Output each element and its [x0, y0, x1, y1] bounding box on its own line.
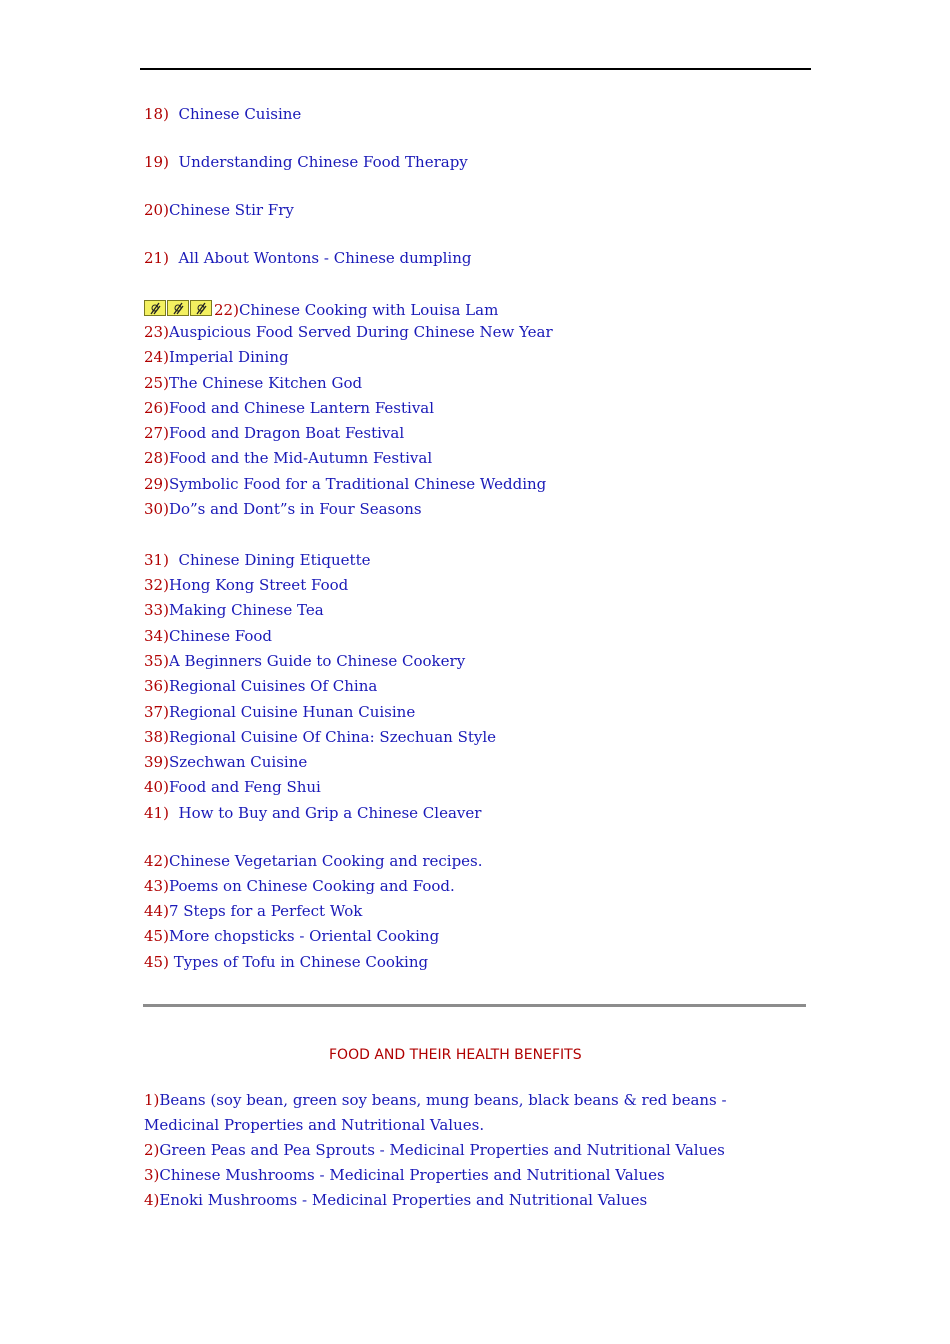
toc-item-link[interactable]: Regional Cuisine Of China: Szechuan Style	[168, 728, 497, 746]
toc-item-number: 29)	[144, 475, 169, 493]
toc-item	[144, 201, 294, 219]
toc-item	[144, 551, 370, 569]
toc-item	[144, 475, 546, 493]
chopsticks-icon	[144, 300, 166, 316]
toc-item-number: 35)	[144, 652, 169, 670]
toc-item-number: 36)	[144, 677, 169, 695]
toc-item-link[interactable]: A Beginners Guide to Chinese Cookery	[168, 652, 466, 670]
toc-item-number: 21)	[144, 249, 169, 267]
toc-item-link[interactable]: Do”s and Dont”s in Four Seasons	[168, 500, 422, 518]
top-divider	[140, 68, 811, 70]
toc-item	[144, 677, 377, 695]
toc-item	[144, 877, 455, 895]
health-item-number: 4)	[144, 1191, 160, 1209]
chopsticks-icon	[190, 300, 212, 316]
toc-item-number: 30)	[144, 500, 169, 518]
toc-item	[144, 153, 468, 171]
toc-item-number: 41)	[144, 804, 169, 822]
toc-item	[144, 348, 289, 366]
toc-item	[144, 105, 301, 123]
toc-item-link[interactable]: 7 Steps for a Perfect Wok	[168, 902, 363, 920]
toc-item	[144, 500, 422, 518]
chopsticks-icon	[167, 300, 189, 316]
toc-item	[144, 927, 439, 945]
toc-item-link[interactable]: More chopsticks - Oriental Cooking	[168, 927, 440, 945]
toc-item-link[interactable]: Chinese Cuisine	[178, 105, 302, 123]
toc-item-link[interactable]: Food and Feng Shui	[168, 778, 321, 796]
toc-item-number: 37)	[144, 703, 169, 721]
toc-item-link[interactable]: How to Buy and Grip a Chinese Cleaver	[178, 804, 482, 822]
toc-item-link[interactable]: Auspicious Food Served During Chinese New Year	[168, 323, 553, 341]
toc-item	[144, 652, 465, 670]
toc-item-number: 31)	[144, 551, 169, 569]
toc-item	[144, 703, 415, 721]
toc-item-link[interactable]: Chinese Food	[168, 627, 273, 645]
toc-item	[144, 601, 324, 619]
toc-item-number: 23)	[144, 323, 169, 341]
toc-item-number: 22)	[214, 301, 239, 319]
toc-item	[144, 852, 483, 870]
toc-item	[144, 804, 481, 822]
toc-item-link[interactable]: Food and Dragon Boat Festival	[168, 424, 405, 442]
toc-item-link[interactable]: The Chinese Kitchen God	[168, 374, 363, 392]
toc-item-link[interactable]: Types of Tofu in Chinese Cooking	[173, 953, 429, 971]
health-item	[144, 1163, 665, 1188]
toc-item-link[interactable]: Food and Chinese Lantern Festival	[168, 399, 435, 417]
toc-item	[144, 576, 348, 594]
toc-item-number: 39)	[144, 753, 169, 771]
toc-item	[144, 399, 434, 417]
toc-item-number: 20)	[144, 201, 169, 219]
toc-item	[144, 627, 272, 645]
toc-item	[144, 778, 321, 796]
toc-item-number: 45)	[144, 953, 169, 971]
toc-item-link[interactable]: Chinese Dining Etiquette	[178, 551, 371, 569]
toc-item-number: 28)	[144, 449, 169, 467]
toc-item-link[interactable]: Poems on Chinese Cooking and Food.	[168, 877, 455, 895]
toc-item-number: 44)	[144, 902, 169, 920]
health-item-link[interactable]: Chinese Mushrooms - Medicinal Properties and Nutritional Values	[159, 1166, 665, 1184]
toc-item	[144, 424, 404, 442]
toc-item	[144, 323, 553, 341]
section-divider	[143, 1004, 806, 1007]
health-item-link[interactable]: Green Peas and Pea Sprouts - Medicinal Properties and Nutritional Values	[159, 1141, 725, 1159]
toc-item-number: 26)	[144, 399, 169, 417]
toc-item-number: 40)	[144, 778, 169, 796]
toc-item	[144, 902, 362, 920]
toc-item-number: 33)	[144, 601, 169, 619]
toc-item	[144, 374, 362, 392]
toc-item-number: 19)	[144, 153, 169, 171]
toc-item-link[interactable]: Chinese Cooking with Louisa Lam	[238, 301, 499, 319]
toc-item-number: 34)	[144, 627, 169, 645]
toc-item	[144, 449, 432, 467]
toc-item-link[interactable]: Regional Cuisines Of China	[168, 677, 378, 695]
toc-item	[144, 249, 472, 267]
toc-item	[144, 953, 428, 971]
toc-item-link[interactable]: Chinese Vegetarian Cooking and recipes.	[168, 852, 483, 870]
health-section-title: FOOD AND THEIR HEALTH BENEFITS	[329, 1047, 582, 1063]
toc-item-number: 18)	[144, 105, 169, 123]
toc-item-link[interactable]: Imperial Dining	[168, 348, 289, 366]
icon-strip	[144, 300, 213, 320]
health-item	[144, 1088, 804, 1138]
toc-item-link[interactable]: Chinese Stir Fry	[168, 201, 294, 219]
toc-item-link[interactable]: Regional Cuisine Hunan Cuisine	[168, 703, 416, 721]
toc-item-link[interactable]: Hong Kong Street Food	[168, 576, 349, 594]
toc-item-link[interactable]: Understanding Chinese Food Therapy	[178, 153, 468, 171]
toc-item-link[interactable]: Szechwan Cuisine	[168, 753, 308, 771]
health-item-link[interactable]: Enoki Mushrooms - Medicinal Properties and Nutritional Values	[159, 1191, 648, 1209]
toc-item	[144, 300, 498, 320]
toc-item-number: 42)	[144, 852, 169, 870]
health-item-number: 3)	[144, 1166, 160, 1184]
toc-item-number: 24)	[144, 348, 169, 366]
toc-item-link[interactable]: Food and the Mid-Autumn Festival	[168, 449, 433, 467]
health-item	[144, 1188, 647, 1213]
toc-item-link[interactable]: Symbolic Food for a Traditional Chinese Wedding	[168, 475, 547, 493]
toc-item-link[interactable]: All About Wontons - Chinese dumpling	[178, 249, 472, 267]
toc-item-number: 27)	[144, 424, 169, 442]
toc-item-number: 43)	[144, 877, 169, 895]
toc-item	[144, 753, 307, 771]
health-item-number: 2)	[144, 1141, 160, 1159]
toc-item-number: 32)	[144, 576, 169, 594]
toc-item	[144, 728, 496, 746]
health-item-number: 1)	[144, 1091, 160, 1109]
toc-item-number: 25)	[144, 374, 169, 392]
health-item	[144, 1138, 725, 1163]
toc-item-link[interactable]: Making Chinese Tea	[168, 601, 324, 619]
toc-item-number: 38)	[144, 728, 169, 746]
toc-item-number: 45)	[144, 927, 169, 945]
health-item-link[interactable]: Beans (soy bean, green soy beans, mung beans, black beans & red beans - Medicinal Properties and Nutritional Values.	[144, 1091, 727, 1134]
